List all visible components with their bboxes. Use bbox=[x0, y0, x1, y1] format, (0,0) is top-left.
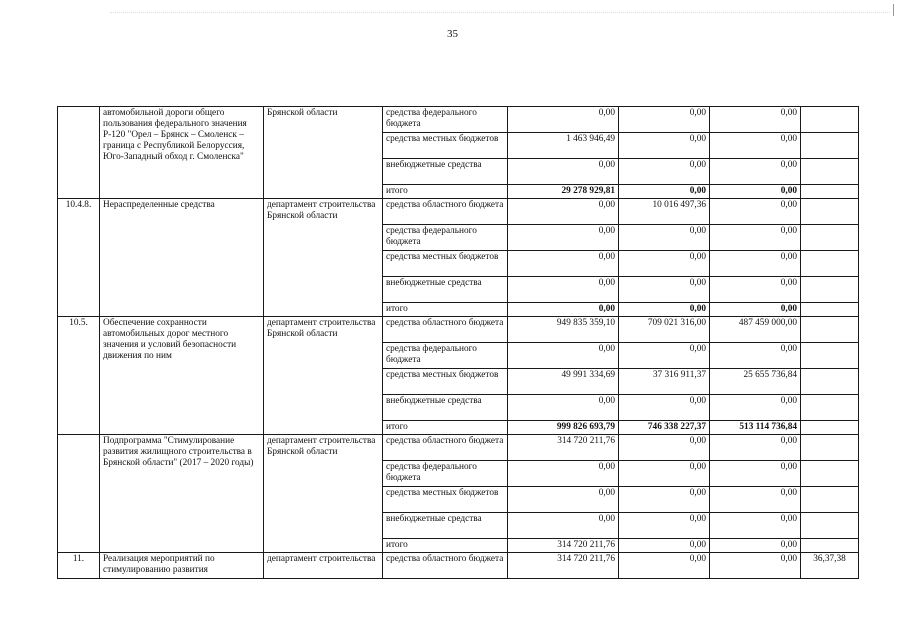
amount-year1-cell: 0,00 bbox=[508, 343, 619, 369]
reference-cell bbox=[801, 435, 859, 461]
amount-year3-cell: 0,00 bbox=[710, 133, 801, 159]
amount-year2-cell: 0,00 bbox=[619, 343, 710, 369]
funding-source-cell: средства областного бюджета bbox=[383, 553, 508, 579]
reference-cell bbox=[801, 317, 859, 343]
executor-cell: департамент строительства Брянской области bbox=[264, 435, 383, 553]
amount-year2-cell: 0,00 bbox=[619, 133, 710, 159]
reference-cell bbox=[801, 107, 859, 133]
amount-year3-cell: 0,00 bbox=[710, 303, 801, 317]
funding-source-cell: средства федерального бюджета bbox=[383, 343, 508, 369]
item-description-cell: автомобильной дороги общего пользования федерального значения Р-120 "Орел – Брянск – Смоленск – граница с Республикой Белоруссия, Юго-Западный обход г. Смоленска" bbox=[100, 107, 264, 199]
amount-year2-cell: 0,00 bbox=[619, 159, 710, 185]
page-number: 35 bbox=[447, 28, 458, 40]
amount-year2-cell: 0,00 bbox=[619, 553, 710, 579]
reference-cell bbox=[801, 225, 859, 251]
amount-year3-cell: 0,00 bbox=[710, 539, 801, 553]
budget-table bbox=[57, 106, 859, 579]
amount-year1-cell: 949 835 359,10 bbox=[508, 317, 619, 343]
amount-year1-cell: 314 720 211,76 bbox=[508, 539, 619, 553]
reference-cell bbox=[801, 395, 859, 421]
item-code-cell: 10.5. bbox=[58, 317, 100, 435]
reference-cell bbox=[801, 369, 859, 395]
amount-year3-cell: 0,00 bbox=[710, 225, 801, 251]
reference-cell bbox=[801, 421, 859, 435]
funding-source-cell: средства федерального бюджета bbox=[383, 225, 508, 251]
amount-year3-cell: 513 114 736,84 bbox=[710, 421, 801, 435]
amount-year3-cell: 487 459 000,00 bbox=[710, 317, 801, 343]
amount-year1-cell: 0,00 bbox=[508, 461, 619, 487]
amount-year1-cell: 0,00 bbox=[508, 277, 619, 303]
amount-year3-cell: 0,00 bbox=[710, 277, 801, 303]
amount-year2-cell: 0,00 bbox=[619, 395, 710, 421]
funding-source-cell: средства местных бюджетов bbox=[383, 133, 508, 159]
item-code-cell bbox=[58, 107, 100, 199]
reference-cell bbox=[801, 303, 859, 317]
table-row bbox=[58, 317, 859, 343]
scan-noise bbox=[110, 12, 890, 19]
amount-year2-cell: 10 016 497,36 bbox=[619, 199, 710, 225]
reference-cell bbox=[801, 539, 859, 553]
amount-year3-cell: 0,00 bbox=[710, 553, 801, 579]
amount-year2-cell: 0,00 bbox=[619, 107, 710, 133]
table-row bbox=[58, 553, 859, 579]
table-row bbox=[58, 107, 859, 133]
amount-year2-cell: 0,00 bbox=[619, 435, 710, 461]
amount-year2-cell: 0,00 bbox=[619, 185, 710, 199]
funding-source-cell: итого bbox=[383, 303, 508, 317]
funding-source-cell: средства областного бюджета bbox=[383, 317, 508, 343]
executor-cell: Брянской области bbox=[264, 107, 383, 199]
amount-year1-cell: 49 991 334,69 bbox=[508, 369, 619, 395]
amount-year3-cell: 0,00 bbox=[710, 199, 801, 225]
amount-year1-cell: 0,00 bbox=[508, 303, 619, 317]
executor-cell: департамент строительства Брянской области bbox=[264, 317, 383, 435]
funding-source-cell: средства областного бюджета bbox=[383, 435, 508, 461]
item-description-cell: Подпрограмма "Стимулирование развития жилищного строительства в Брянской области" (2017 – 2020 годы) bbox=[100, 435, 264, 553]
reference-cell bbox=[801, 487, 859, 513]
funding-source-cell: средства местных бюджетов bbox=[383, 369, 508, 395]
reference-cell bbox=[801, 159, 859, 185]
scan-edge-mark bbox=[893, 4, 894, 16]
item-description-cell: Реализация мероприятий по стимулированию развития bbox=[100, 553, 264, 579]
reference-cell bbox=[801, 343, 859, 369]
amount-year2-cell: 37 316 911,37 bbox=[619, 369, 710, 395]
amount-year3-cell: 0,00 bbox=[710, 487, 801, 513]
table-body bbox=[58, 107, 859, 579]
amount-year1-cell: 0,00 bbox=[508, 513, 619, 539]
item-code-cell: 11. bbox=[58, 553, 100, 579]
amount-year3-cell: 0,00 bbox=[710, 435, 801, 461]
amount-year2-cell: 0,00 bbox=[619, 461, 710, 487]
funding-source-cell: внебюджетные средства bbox=[383, 277, 508, 303]
amount-year1-cell: 0,00 bbox=[508, 487, 619, 513]
amount-year1-cell: 29 278 929,81 bbox=[508, 185, 619, 199]
amount-year2-cell: 0,00 bbox=[619, 487, 710, 513]
amount-year1-cell: 0,00 bbox=[508, 107, 619, 133]
amount-year1-cell: 999 826 693,79 bbox=[508, 421, 619, 435]
amount-year3-cell: 0,00 bbox=[710, 461, 801, 487]
amount-year2-cell: 0,00 bbox=[619, 251, 710, 277]
table-row bbox=[58, 199, 859, 225]
funding-source-cell: средства федерального бюджета bbox=[383, 107, 508, 133]
amount-year2-cell: 0,00 bbox=[619, 225, 710, 251]
reference-cell bbox=[801, 199, 859, 225]
amount-year3-cell: 0,00 bbox=[710, 343, 801, 369]
reference-cell bbox=[801, 461, 859, 487]
amount-year2-cell: 0,00 bbox=[619, 539, 710, 553]
item-code-cell bbox=[58, 435, 100, 553]
amount-year2-cell: 746 338 227,37 bbox=[619, 421, 710, 435]
amount-year2-cell: 709 021 316,00 bbox=[619, 317, 710, 343]
reference-cell bbox=[801, 513, 859, 539]
funding-source-cell: средства федерального бюджета bbox=[383, 461, 508, 487]
funding-source-cell: средства местных бюджетов bbox=[383, 487, 508, 513]
amount-year1-cell: 314 720 211,76 bbox=[508, 553, 619, 579]
amount-year3-cell: 25 655 736,84 bbox=[710, 369, 801, 395]
funding-source-cell: итого bbox=[383, 185, 508, 199]
amount-year1-cell: 314 720 211,76 bbox=[508, 435, 619, 461]
amount-year2-cell: 0,00 bbox=[619, 277, 710, 303]
amount-year3-cell: 0,00 bbox=[710, 107, 801, 133]
amount-year3-cell: 0,00 bbox=[710, 251, 801, 277]
reference-cell bbox=[801, 185, 859, 199]
amount-year1-cell: 1 463 946,49 bbox=[508, 133, 619, 159]
amount-year1-cell: 0,00 bbox=[508, 251, 619, 277]
item-code-cell: 10.4.8. bbox=[58, 199, 100, 317]
funding-source-cell: внебюджетные средства bbox=[383, 513, 508, 539]
amount-year3-cell: 0,00 bbox=[710, 159, 801, 185]
funding-source-cell: средства областного бюджета bbox=[383, 199, 508, 225]
funding-source-cell: итого bbox=[383, 539, 508, 553]
funding-source-cell: внебюджетные средства bbox=[383, 395, 508, 421]
amount-year1-cell: 0,00 bbox=[508, 225, 619, 251]
table-row bbox=[58, 435, 859, 461]
funding-source-cell: итого bbox=[383, 421, 508, 435]
executor-cell: департамент строительства bbox=[264, 553, 383, 579]
funding-source-cell: средства местных бюджетов bbox=[383, 251, 508, 277]
amount-year3-cell: 0,00 bbox=[710, 395, 801, 421]
funding-source-cell: внебюджетные средства bbox=[383, 159, 508, 185]
amount-year3-cell: 0,00 bbox=[710, 513, 801, 539]
reference-cell bbox=[801, 251, 859, 277]
reference-cell: 36,37,38 bbox=[801, 553, 859, 579]
item-description-cell: Обеспечение сохранности автомобильных дорог местного значения и условий безопасности движения по ним bbox=[100, 317, 264, 435]
amount-year3-cell: 0,00 bbox=[710, 185, 801, 199]
item-description-cell: Нераспределенные средства bbox=[100, 199, 264, 317]
amount-year1-cell: 0,00 bbox=[508, 395, 619, 421]
amount-year1-cell: 0,00 bbox=[508, 199, 619, 225]
amount-year2-cell: 0,00 bbox=[619, 513, 710, 539]
amount-year2-cell: 0,00 bbox=[619, 303, 710, 317]
executor-cell: департамент строительства Брянской области bbox=[264, 199, 383, 317]
reference-cell bbox=[801, 133, 859, 159]
amount-year1-cell: 0,00 bbox=[508, 159, 619, 185]
reference-cell bbox=[801, 277, 859, 303]
